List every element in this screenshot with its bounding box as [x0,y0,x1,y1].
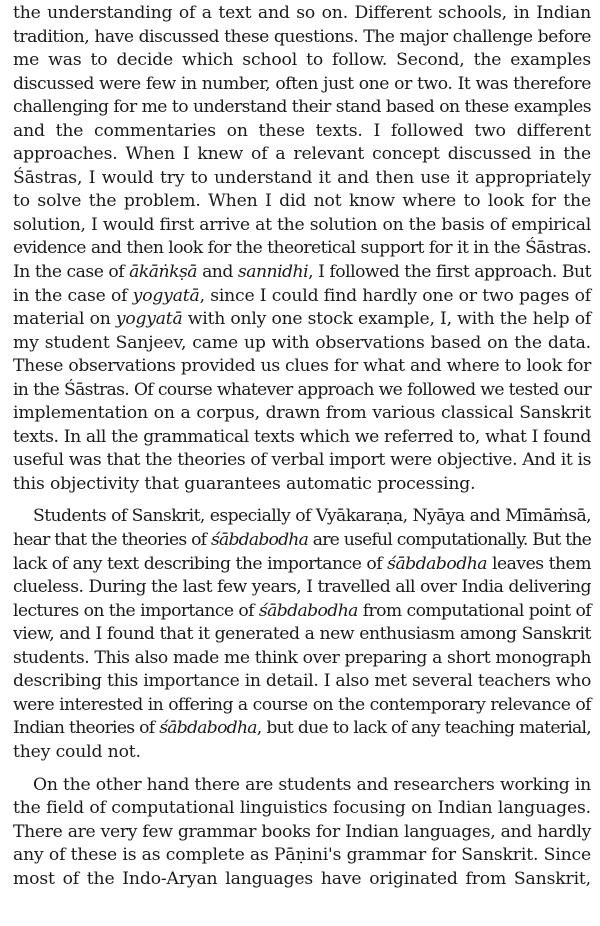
text-line: tradition, have discussed these questions. The major challenge before [13,26,591,47]
text-line: any of these is as complete as Pāṇini's grammar for Sanskrit. Since [13,845,591,866]
text-line: discussed were few in number, often just one or two. It was therefore [13,73,591,94]
text-line: in the Śāstras. Of course whatever approach we followed we tested our [13,379,591,400]
text-line: lack of any text describing the importance of śābdabodha leaves them [13,553,591,574]
text-line: describing this importance in detail. I also met several teachers who [13,671,591,692]
text-line: Students of Sanskrit, especially of Vyākaraṇa, Nyāya and Mīmāṁsā, [33,506,591,527]
text-line: my student Sanjeev, came up with observations based on the data. [13,332,591,353]
text-line: this objectivity that guarantees automatic processing. [13,473,476,494]
text-line: challenging for me to understand their stand based on these examples [13,97,591,118]
text-line: to solve the problem. When I did not know where to look for the [13,191,591,212]
paragraph-2 [13,505,591,764]
text-line: In the case of ākāṅkṣā and sannidhi, I followed the first approach. But [13,262,591,283]
text-line: and the commentaries on these texts. I followed two different [13,120,591,141]
text-line: evidence and then look for the theoretical support for it in the Śāstras. [13,238,591,259]
text-line: in the case of yogyatā, since I could find hardly one or two pages of [13,285,591,306]
text-line: solution, I would first arrive at the solution on the basis of empirical [13,214,591,235]
text-line: view, and I found that it generated a new enthusiasm among Sanskrit [13,624,591,645]
text-line: On the other hand there are students and researchers working in [33,774,591,795]
text-line: Indian theories of śābdabodha, but due to lack of any teaching material, [13,718,591,739]
text-line: the understanding of a text and so on. Different schools, in Indian [13,3,591,23]
text-line: hear that the theories of śābdabodha are useful computationally. But the [13,530,591,551]
text-line: texts. In all the grammatical texts which we referred to, what I found [13,426,591,447]
text-line: implementation on a corpus, drawn from various classical Sanskrit [13,403,591,424]
text-line: approaches. When I knew of a relevant concept discussed in the [13,144,591,165]
text-line: students. This also made me think over preparing a short monograph [13,647,591,668]
paragraph-1 [13,2,591,496]
text-line: useful was that the theories of verbal import were objective. And it is [13,450,591,471]
text-line: most of the Indo-Aryan languages have originated from Sanskrit, [13,868,591,889]
text-line: lectures on the importance of śābdabodha from computational point of [13,600,591,621]
text-line: clueless. During the last few years, I travelled all over India delivering [13,577,591,598]
text-line: Śāstras, I would try to understand it and then use it appropriately [13,167,591,188]
text-line: material on yogyatā with only one stock example, I, with the help of [13,309,591,330]
text-line: These observations provided us clues for what and where to look for [13,356,591,377]
text-line: the field of computational linguistics focusing on Indian languages. [13,798,591,819]
document-page [13,2,591,891]
text-line: There are very few grammar books for Indian languages, and hardly [13,821,591,842]
text-line: me was to decide which school to follow. Second, the examples [13,50,591,71]
text-line: they could not. [13,741,141,762]
paragraph-3 [13,774,591,892]
text-line: were interested in offering a course on the contemporary relevance of [13,694,591,715]
